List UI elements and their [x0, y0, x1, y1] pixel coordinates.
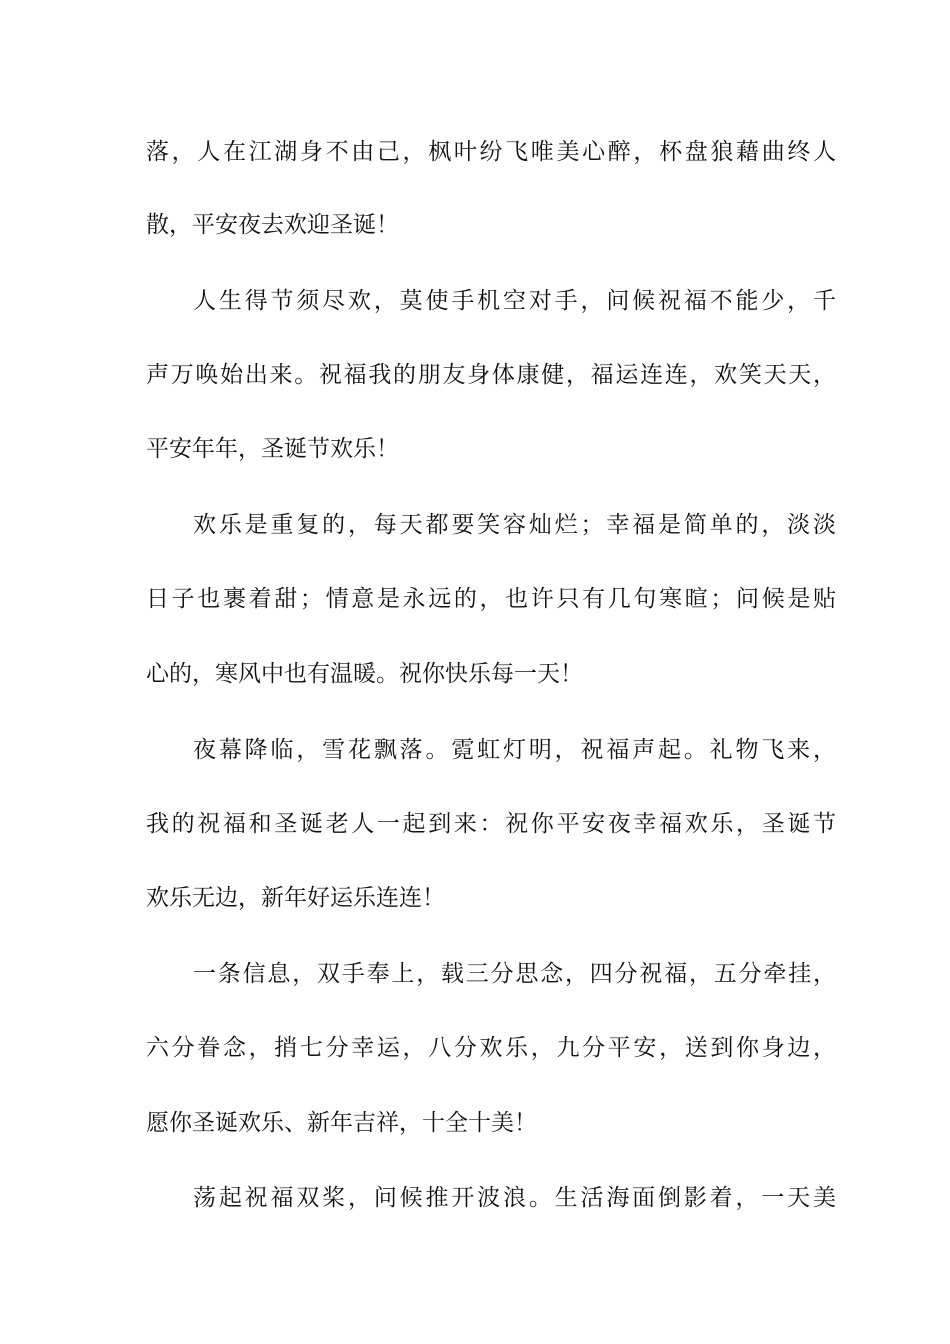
paragraph-first-line: 夜幕降临，雪花飘落。霓虹灯明，祝福声起。礼物飞来， — [193, 737, 836, 763]
text-line: 心的，寒风中也有温暖。祝你快乐每一天！ — [146, 661, 583, 687]
text-line: 散，平安夜去欢迎圣诞！ — [146, 212, 399, 238]
text-line: 落，人在江湖身不由己，枫叶纷飞唯美心醉，杯盘狼藉曲终人 — [146, 139, 836, 165]
text-line: 平安年年，圣诞节欢乐！ — [146, 436, 399, 462]
text-line: 欢乐无边，新年好运乐连连！ — [146, 885, 445, 911]
text-line: 声万唤始出来。祝福我的朋友身体康健，福运连连，欢笑天天， — [146, 362, 836, 388]
text-line: 我的祝福和圣诞老人一起到来：祝你平安夜幸福欢乐，圣诞节 — [146, 811, 836, 837]
paragraph-first-line: 人生得节须尽欢，莫使手机空对手，问候祝福不能少，千 — [193, 288, 836, 314]
paragraph-first-line: 荡起祝福双桨，问候推开波浪。生活海面倒影着，一天美 — [193, 1185, 836, 1211]
paragraph-first-line: 一条信息，双手奉上，载三分思念，四分祝福，五分牵挂， — [193, 961, 836, 987]
paragraph-first-line: 欢乐是重复的，每天都要笑容灿烂；幸福是简单的，淡淡 — [193, 512, 836, 538]
text-line: 六分眷念，捎七分幸运，八分欢乐，九分平安，送到你身边， — [146, 1035, 836, 1061]
text-line: 愿你圣诞欢乐、新年吉祥，十全十美！ — [146, 1110, 537, 1136]
text-line: 日子也裹着甜；情意是永远的，也许只有几句寒暄；问候是贴 — [146, 586, 836, 612]
